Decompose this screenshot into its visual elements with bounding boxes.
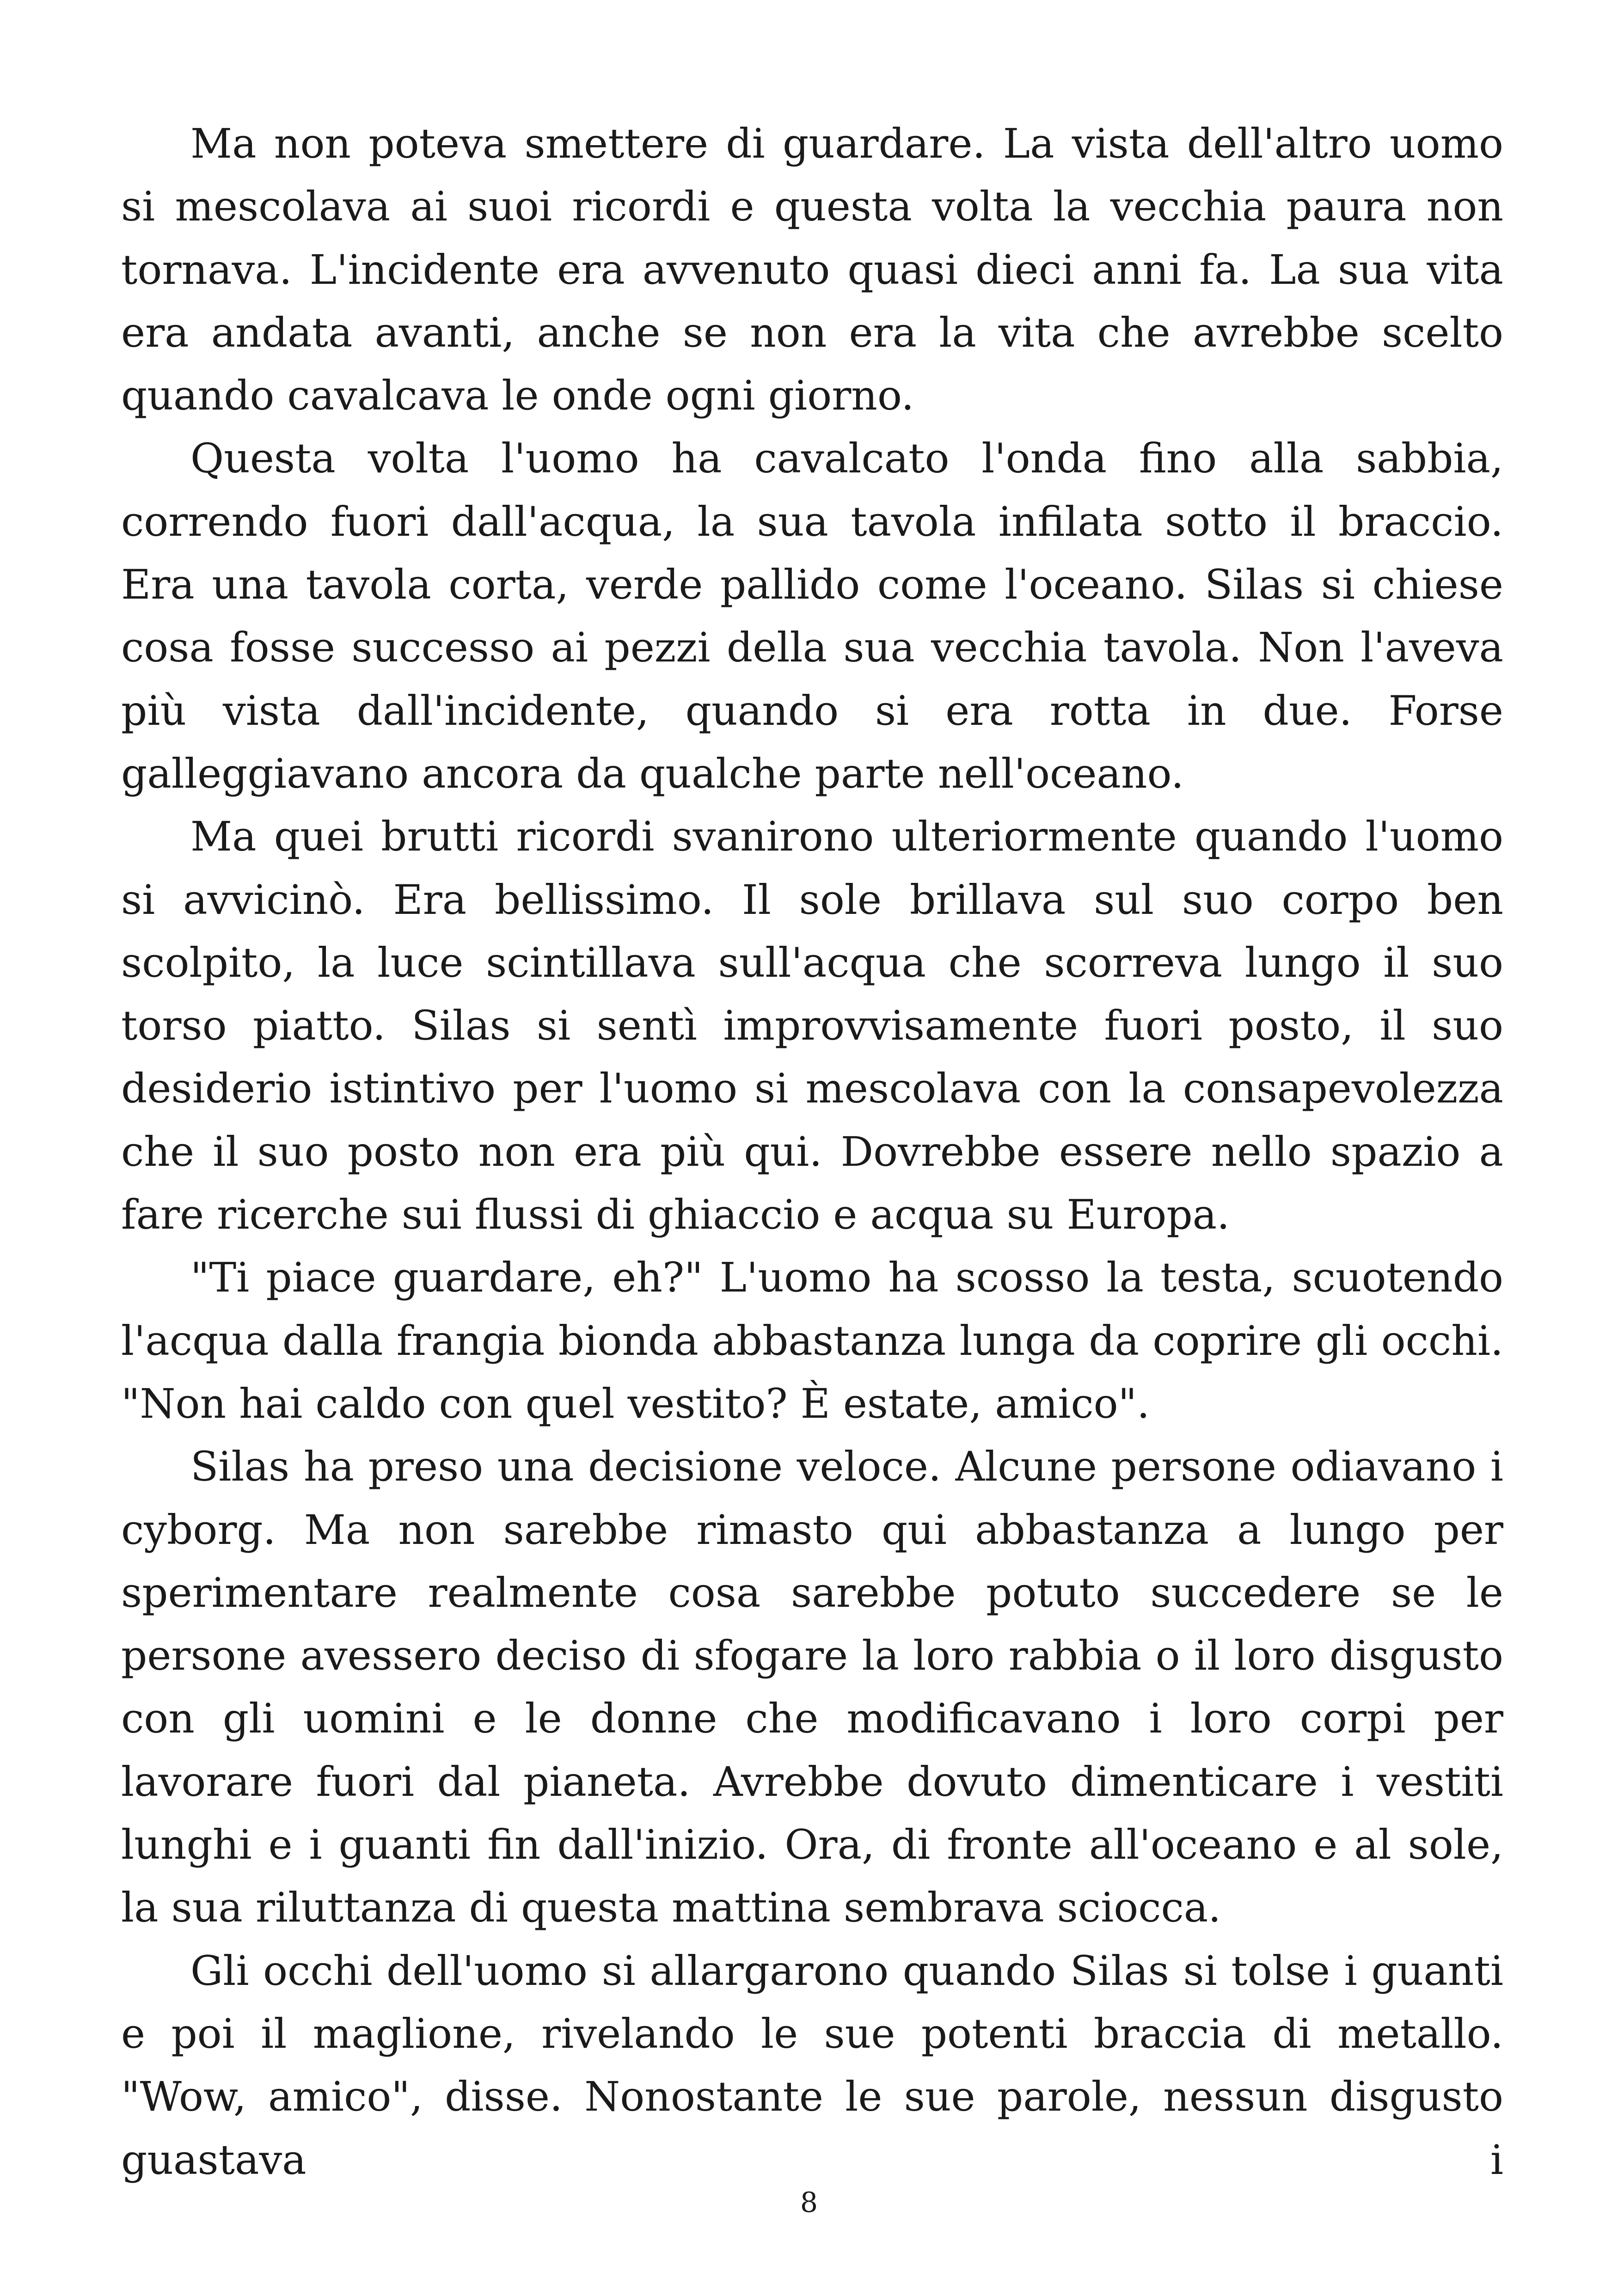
- paragraph-6: Gli occhi dell'uomo si allargarono quando Silas si tolse i guanti e poi il maglione, rivelando le sue potenti braccia di metallo. "Wow, amico", disse. Nonostante le sue parole, nessun disgusto guastava i: [121, 1947, 1503, 2184]
- paragraph-4: "Ti piace guardare, eh?" L'uomo ha scosso la testa, scuotendo l'acqua dalla frangia bionda abbastanza lunga da coprire gli occhi. "Non hai caldo con quel vestito? È estate, amico".: [121, 1254, 1503, 1427]
- paragraph-1: Ma non poteva smettere di guardare. La vista dell'altro uomo si mescolava ai suoi ricordi e questa volta la vecchia paura non tornava. L'incidente era avvenuto quasi dieci anni fa. La sua vita era andata avanti, anche se non era la vita che avrebbe scelto quando cavalcava le onde ogni giorno.: [121, 120, 1503, 420]
- paragraph-3: Ma quei brutti ricordi svanirono ulteriormente quando l'uomo si avvicinò. Era bellissimo. Il sole brillava sul suo corpo ben scolpito, la luce scintillava sull'acqua che scorreva lungo il suo torso piatto. Silas si sentì improvvisamente fuori posto, il suo desiderio istintivo per l'uomo si mescolava con la consapevolezza che il suo posto non era più qui. Dovrebbe essere nello spazio a fare ricerche sui flussi di ghiaccio e acqua su Europa.: [121, 813, 1503, 1239]
- page-number: 8: [800, 2186, 818, 2219]
- body-text: [121, 112, 1503, 2192]
- paragraph-2: Questa volta l'uomo ha cavalcato l'onda fino alla sabbia, correndo fuori dall'acqua, la sua tavola infilata sotto il braccio. Era una tavola corta, verde pallido come l'oceano. Silas si chiese cosa fosse successo ai pezzi della sua vecchia tavola. Non l'aveva più vista dall'incidente, quando si era rotta in due. Forse galleggiavano ancora da qualche parte nell'oceano.: [121, 435, 1503, 797]
- paragraph-5: Silas ha preso una decisione veloce. Alcune persone odiavano i cyborg. Ma non sarebbe rimasto qui abbastanza a lungo per sperimentare realmente cosa sarebbe potuto succedere se le persone avessero deciso di sfogare la loro rabbia o il loro disgusto con gli uomini e le donne che modificavano i loro corpi per lavorare fuori dal pianeta. Avrebbe dovuto dimenticare i vestiti lunghi e i guanti fin dall'inizio. Ora, di fronte all'oceano e al sole, la sua riluttanza di questa mattina sembrava sciocca.: [121, 1443, 1503, 1932]
